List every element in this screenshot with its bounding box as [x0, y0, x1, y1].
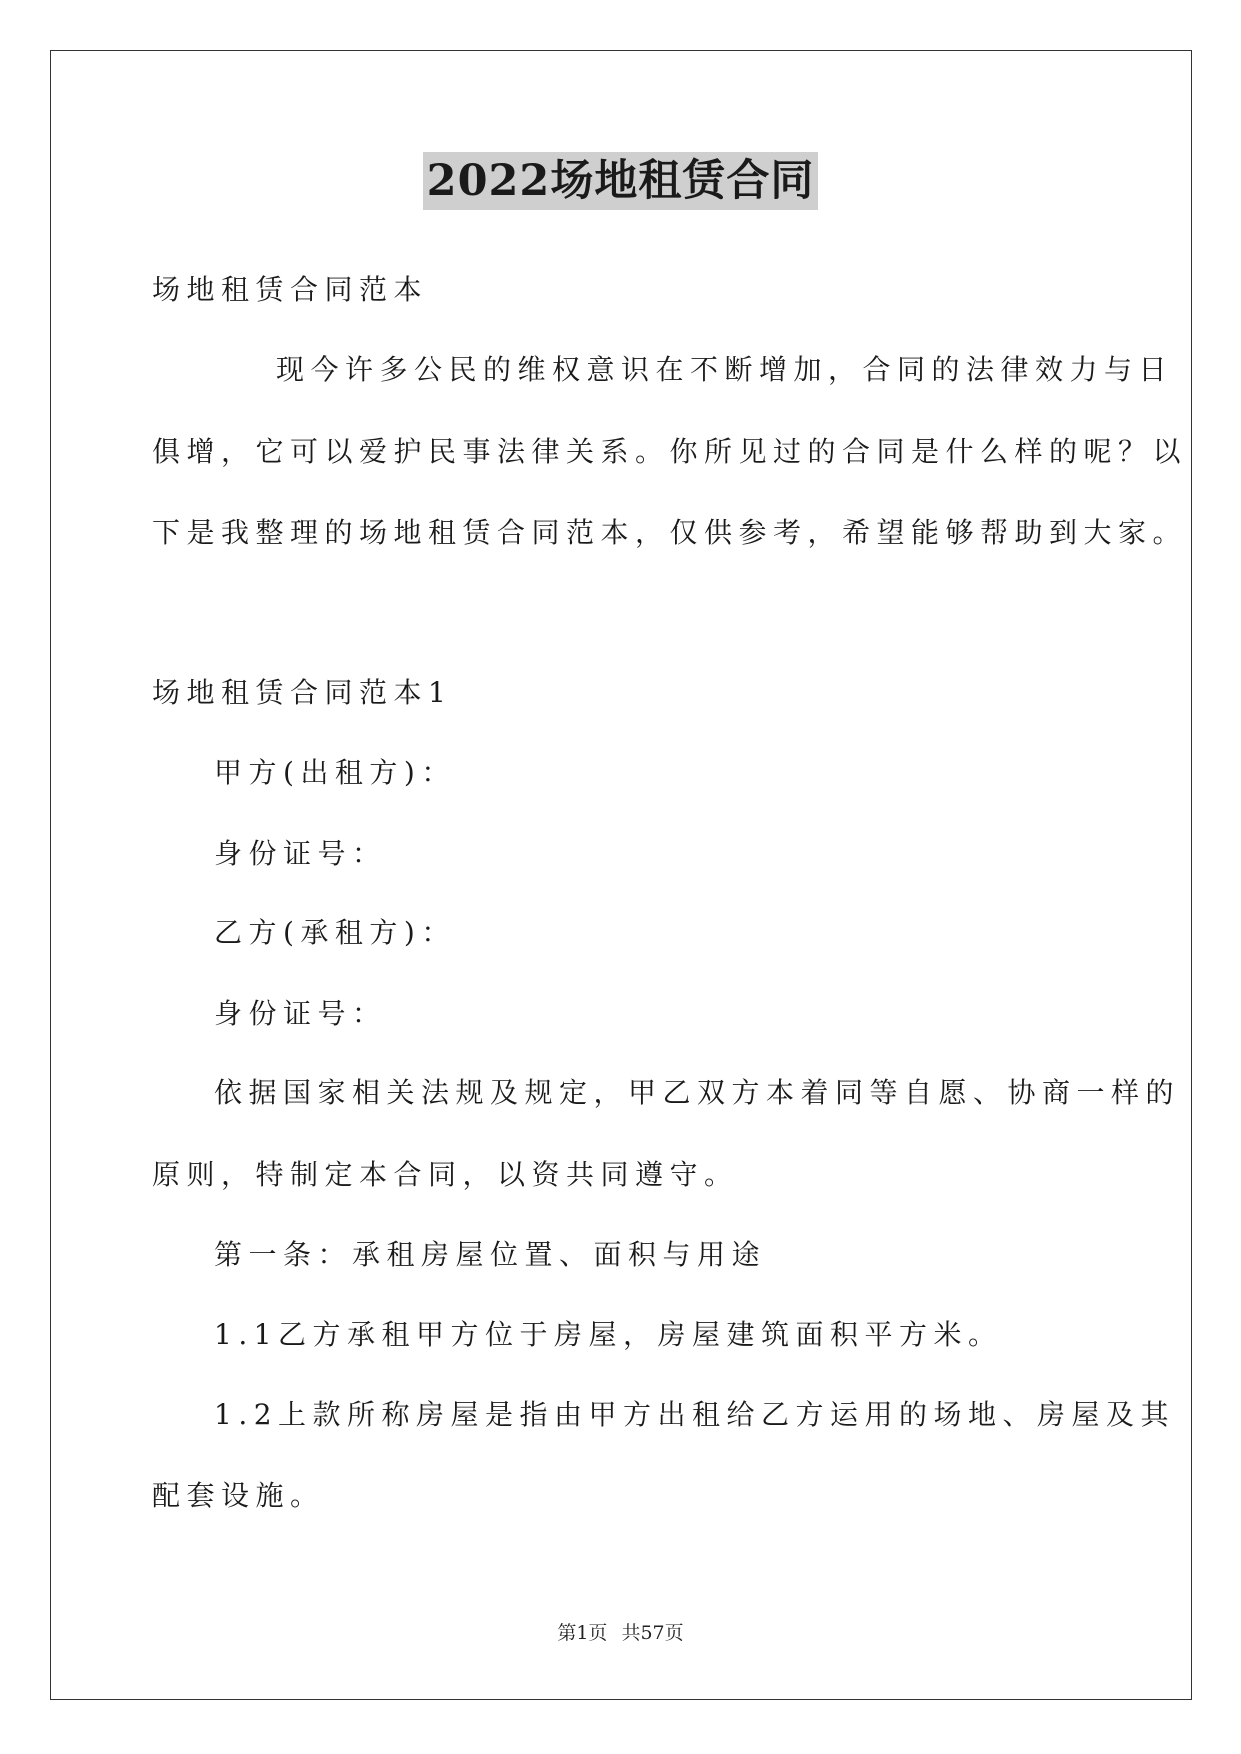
party-b-id-label: 身份证号： — [214, 997, 387, 1030]
section-heading-template: 场地租赁合同范本 — [152, 273, 429, 306]
page-footer — [0, 1620, 1241, 1646]
section-heading-template-1: 场地租赁合同范本1 — [152, 676, 453, 709]
article-1-heading: 第一条：承租房屋位置、面积与用途 — [214, 1238, 767, 1271]
clause-1-2-line-1: 1.2上款所称房屋是指由甲方出租给乙方运用的场地、房屋及其 — [214, 1398, 1176, 1431]
title-container — [0, 152, 1241, 210]
clause-1-2-line-2: 配套设施。 — [152, 1479, 325, 1512]
page-total: 共57页 — [621, 1622, 684, 1644]
party-a-label: 甲方(出租方)： — [214, 756, 456, 789]
intro-paragraph-line-1: 现今许多公民的维权意识在不断增加，合同的法律效力与日 — [276, 353, 1174, 386]
clause-1-1: 1.1乙方承租甲方位于房屋，房屋建筑面积平方米。 — [214, 1318, 1003, 1351]
preamble-line-1: 依据国家相关法规及规定，甲乙双方本着同等自愿、协商一样的 — [214, 1076, 1181, 1109]
intro-paragraph-line-2: 俱增，它可以爱护民事法律关系。你所见过的合同是什么样的呢？以 — [152, 435, 1188, 468]
intro-paragraph-line-3: 下是我整理的场地租赁合同范本，仅供参考，希望能够帮助到大家。 — [152, 516, 1188, 549]
document-title: 2022场地租赁合同 — [423, 152, 819, 210]
preamble-line-2: 原则，特制定本合同，以资共同遵守。 — [152, 1158, 739, 1191]
page-number: 第1页 — [557, 1622, 608, 1644]
party-a-id-label: 身份证号： — [214, 837, 387, 870]
party-b-label: 乙方(承租方)： — [214, 916, 456, 949]
